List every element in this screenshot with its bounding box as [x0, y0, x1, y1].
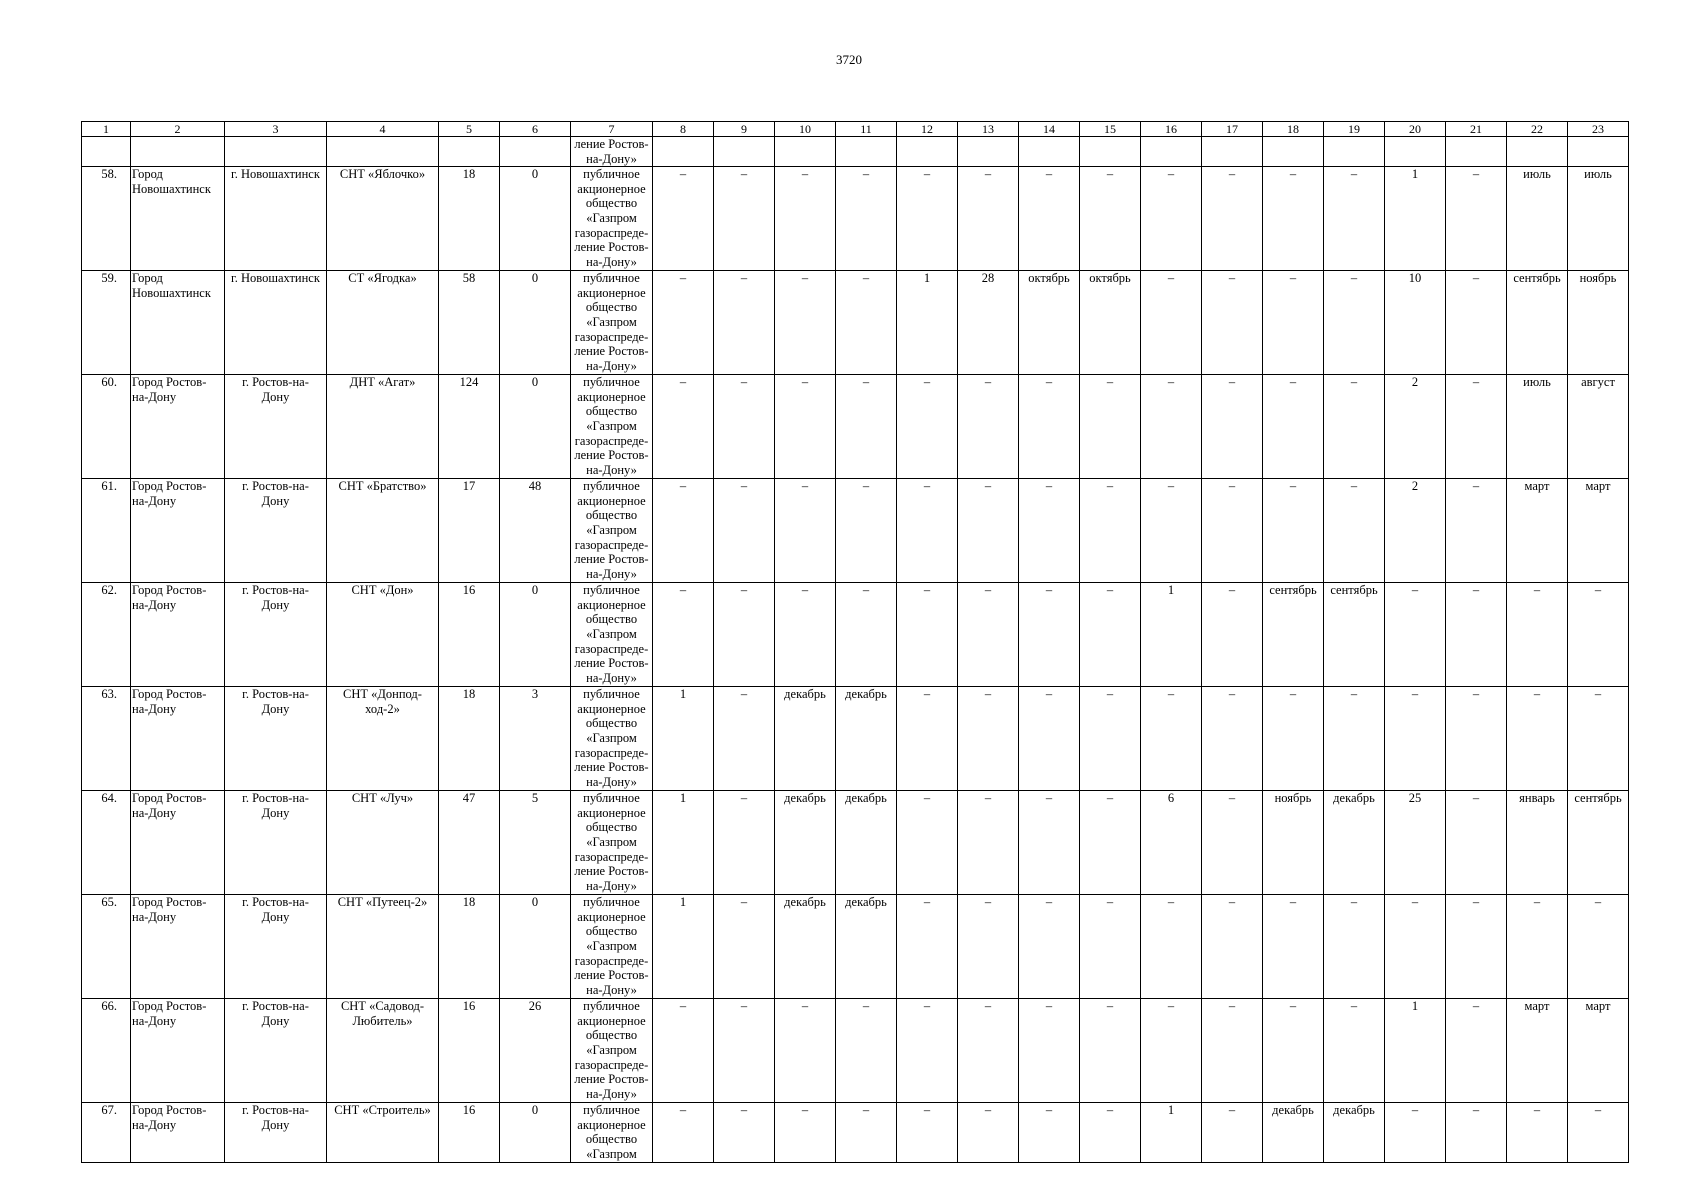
header-cell: 8	[653, 122, 714, 137]
row-number: 61.	[82, 479, 131, 583]
table-cell	[327, 137, 439, 167]
region-cell: Город Ростов- на-Дону	[131, 999, 225, 1103]
table-cell: –	[836, 583, 897, 687]
table-cell: декабрь	[1324, 1103, 1385, 1162]
col6-cell: 0	[500, 1103, 571, 1162]
header-cell: 15	[1080, 122, 1141, 137]
table-cell	[775, 137, 836, 167]
col6-cell: 0	[500, 271, 571, 375]
table-cell: –	[653, 271, 714, 375]
table-cell: –	[1202, 167, 1263, 271]
table-cell: –	[1263, 895, 1324, 999]
table-cell: 1	[653, 895, 714, 999]
table-cell: –	[958, 479, 1019, 583]
col6-cell: 26	[500, 999, 571, 1103]
continuation-cell: ление Ростов- на-Дону»	[571, 137, 653, 167]
table-row	[82, 895, 1629, 999]
table-cell: –	[1202, 479, 1263, 583]
table-cell: –	[1019, 375, 1080, 479]
table-cell	[500, 137, 571, 167]
table-cell: –	[897, 167, 958, 271]
table-cell	[1385, 137, 1446, 167]
table-row	[82, 791, 1629, 895]
header-cell: 9	[714, 122, 775, 137]
table-cell: –	[897, 375, 958, 479]
table-body	[82, 122, 1629, 1163]
region-cell: Город Ростов- на-Дону	[131, 583, 225, 687]
table-cell: –	[775, 1103, 836, 1162]
table-cell: –	[714, 791, 775, 895]
table-cell: –	[1263, 687, 1324, 791]
col6-cell: 48	[500, 479, 571, 583]
table-cell	[225, 137, 327, 167]
object-name-cell: СНТ «Донпод- ход-2»	[327, 687, 439, 791]
city-cell: г. Новошахтинск	[225, 167, 327, 271]
operator-cell: публичное акционерное общество «Газпром газораспреде- ление Ростов- на-Дону»	[571, 687, 653, 791]
table-cell: –	[1080, 999, 1141, 1103]
table-cell: –	[1019, 583, 1080, 687]
header-cell: 23	[1568, 122, 1629, 137]
table-cell: –	[1263, 167, 1324, 271]
table-cell	[1080, 137, 1141, 167]
table-cell: –	[897, 791, 958, 895]
table-cell: –	[836, 271, 897, 375]
header-cell: 3	[225, 122, 327, 137]
table-cell	[82, 137, 131, 167]
table-cell: 2	[1385, 375, 1446, 479]
city-cell: г. Ростов-на- Дону	[225, 583, 327, 687]
table-cell: август	[1568, 375, 1629, 479]
header-cell: 16	[1141, 122, 1202, 137]
table-cell: октябрь	[1019, 271, 1080, 375]
table-cell: –	[1019, 1103, 1080, 1162]
row-number: 66.	[82, 999, 131, 1103]
table-cell: –	[1202, 687, 1263, 791]
table-cell: –	[1568, 583, 1629, 687]
table-cell: 10	[1385, 271, 1446, 375]
table-cell	[1507, 137, 1568, 167]
table-cell: сентябрь	[1324, 583, 1385, 687]
table-row	[82, 271, 1629, 375]
table-cell: –	[958, 167, 1019, 271]
header-cell: 12	[897, 122, 958, 137]
col6-cell: 5	[500, 791, 571, 895]
table-row	[82, 479, 1629, 583]
table-cell: –	[1324, 271, 1385, 375]
table-cell: –	[714, 375, 775, 479]
table-cell	[897, 137, 958, 167]
table-cell: –	[1446, 167, 1507, 271]
table-cell: –	[1080, 791, 1141, 895]
table-cell: –	[1019, 167, 1080, 271]
col5-cell: 47	[439, 791, 500, 895]
table-cell: –	[775, 999, 836, 1103]
operator-cell: публичное акционерное общество «Газпром газораспреде- ление Ростов- на-Дону»	[571, 791, 653, 895]
table-cell: –	[775, 583, 836, 687]
table-cell: декабрь	[775, 791, 836, 895]
table-cell: –	[836, 1103, 897, 1162]
operator-cell: публичное акционерное общество «Газпром газораспреде- ление Ростов- на-Дону»	[571, 375, 653, 479]
table-cell: сентябрь	[1568, 791, 1629, 895]
table-cell: –	[897, 479, 958, 583]
table-cell: –	[1446, 1103, 1507, 1162]
table-cell: –	[1141, 271, 1202, 375]
table-cell: –	[1080, 1103, 1141, 1162]
table-cell: –	[1263, 479, 1324, 583]
table-cell: сентябрь	[1263, 583, 1324, 687]
header-cell: 14	[1019, 122, 1080, 137]
table-cell: –	[1324, 167, 1385, 271]
header-cell: 4	[327, 122, 439, 137]
table-cell: –	[653, 583, 714, 687]
city-cell: г. Ростов-на- Дону	[225, 791, 327, 895]
region-cell: Город Ростов- на-Дону	[131, 791, 225, 895]
header-cell: 17	[1202, 122, 1263, 137]
table-cell: –	[958, 687, 1019, 791]
table-cell: –	[836, 167, 897, 271]
table-cell: –	[1019, 791, 1080, 895]
header-cell: 18	[1263, 122, 1324, 137]
header-cell: 22	[1507, 122, 1568, 137]
table-cell: –	[1446, 999, 1507, 1103]
table-cell: –	[1324, 375, 1385, 479]
table-cell	[836, 137, 897, 167]
col5-cell: 18	[439, 167, 500, 271]
table-cell: –	[1507, 1103, 1568, 1162]
table-cell: –	[1080, 167, 1141, 271]
table-cell: декабрь	[1324, 791, 1385, 895]
table-cell: –	[1568, 687, 1629, 791]
header-cell: 6	[500, 122, 571, 137]
table-cell: –	[1446, 583, 1507, 687]
table-cell: –	[1324, 895, 1385, 999]
col5-cell: 18	[439, 687, 500, 791]
table-cell: 2	[1385, 479, 1446, 583]
page-number: 3720	[836, 52, 862, 67]
table-cell	[131, 137, 225, 167]
row-number: 64.	[82, 791, 131, 895]
table-cell	[958, 137, 1019, 167]
table-cell: –	[836, 999, 897, 1103]
table-cell: –	[958, 895, 1019, 999]
table-cell: –	[714, 895, 775, 999]
table-row	[82, 1103, 1629, 1162]
table-cell: –	[775, 271, 836, 375]
table-cell	[714, 137, 775, 167]
table-cell: 1	[1385, 999, 1446, 1103]
table-cell: январь	[1507, 791, 1568, 895]
object-name-cell: СНТ «Путеец-2»	[327, 895, 439, 999]
table-cell: –	[1202, 583, 1263, 687]
table-cell: –	[958, 375, 1019, 479]
city-cell: г. Ростов-на- Дону	[225, 479, 327, 583]
row-number: 60.	[82, 375, 131, 479]
table-cell: –	[1080, 375, 1141, 479]
table-row	[82, 999, 1629, 1103]
table-cell: –	[958, 791, 1019, 895]
table-cell: –	[1385, 687, 1446, 791]
table-cell: –	[1202, 375, 1263, 479]
region-cell: Город Новошахтинск	[131, 167, 225, 271]
table-cell: –	[1080, 687, 1141, 791]
row-number: 58.	[82, 167, 131, 271]
table-cell: –	[1141, 479, 1202, 583]
table-cell: –	[897, 1103, 958, 1162]
table-cell: –	[653, 1103, 714, 1162]
table-cell: 1	[1385, 167, 1446, 271]
col6-cell: 0	[500, 167, 571, 271]
table-cell: –	[1324, 479, 1385, 583]
object-name-cell: СТ «Ягодка»	[327, 271, 439, 375]
table-cell: –	[836, 375, 897, 479]
header-cell: 1	[82, 122, 131, 137]
operator-cell: публичное акционерное общество «Газпром газораспреде- ление Ростов- на-Дону»	[571, 583, 653, 687]
table-cell: март	[1568, 479, 1629, 583]
table-cell: –	[1446, 687, 1507, 791]
header-cell: 19	[1324, 122, 1385, 137]
table-cell: –	[1507, 895, 1568, 999]
row-number: 59.	[82, 271, 131, 375]
table-cell	[1446, 137, 1507, 167]
table-cell: –	[775, 375, 836, 479]
region-cell: Город Ростов- на-Дону	[131, 375, 225, 479]
table-cell: –	[653, 167, 714, 271]
row-number: 62.	[82, 583, 131, 687]
table-cell: декабрь	[836, 895, 897, 999]
table-cell: –	[653, 999, 714, 1103]
table-cell	[1141, 137, 1202, 167]
table-row	[82, 583, 1629, 687]
table-cell: –	[836, 479, 897, 583]
table-cell: –	[897, 687, 958, 791]
table-cell: –	[1507, 687, 1568, 791]
table-cell: –	[1141, 895, 1202, 999]
table-cell: –	[714, 479, 775, 583]
table-cell: –	[714, 1103, 775, 1162]
table-cell: –	[1446, 375, 1507, 479]
table-cell: июль	[1507, 375, 1568, 479]
header-cell: 11	[836, 122, 897, 137]
row-number: 63.	[82, 687, 131, 791]
table-cell: –	[653, 479, 714, 583]
operator-cell: публичное акционерное общество «Газпром газораспреде- ление Ростов- на-Дону»	[571, 271, 653, 375]
city-cell: г. Новошахтинск	[225, 271, 327, 375]
table-cell: –	[1263, 375, 1324, 479]
col5-cell: 16	[439, 583, 500, 687]
table-row	[82, 375, 1629, 479]
table-cell: –	[1141, 687, 1202, 791]
col5-cell: 124	[439, 375, 500, 479]
table-cell: –	[1202, 895, 1263, 999]
operator-cell: публичное акционерное общество «Газпром газораспреде- ление Ростов- на-Дону»	[571, 167, 653, 271]
region-cell: Город Ростов- на-Дону	[131, 479, 225, 583]
table-cell: декабрь	[775, 687, 836, 791]
col6-cell: 3	[500, 687, 571, 791]
table-cell	[1324, 137, 1385, 167]
table-cell: декабрь	[1263, 1103, 1324, 1162]
table-cell: –	[1202, 271, 1263, 375]
table-cell: –	[1202, 1103, 1263, 1162]
header-cell: 5	[439, 122, 500, 137]
region-cell: Город Ростов- на-Дону	[131, 687, 225, 791]
operator-cell: публичное акционерное общество «Газпром газораспреде- ление Ростов- на-Дону»	[571, 479, 653, 583]
table-cell: –	[1446, 479, 1507, 583]
region-cell: Город Ростов- на-Дону	[131, 895, 225, 999]
table-cell: 28	[958, 271, 1019, 375]
table-cell: –	[1324, 999, 1385, 1103]
object-name-cell: СНТ «Братство»	[327, 479, 439, 583]
table-cell: –	[1568, 895, 1629, 999]
table-cell: 25	[1385, 791, 1446, 895]
table-cell	[1202, 137, 1263, 167]
table-cell: –	[1019, 479, 1080, 583]
table-cell: –	[1141, 167, 1202, 271]
table-cell: –	[958, 999, 1019, 1103]
table-cell: ноябрь	[1263, 791, 1324, 895]
table-cell: –	[714, 687, 775, 791]
table-cell: декабрь	[836, 687, 897, 791]
table-cell: –	[897, 895, 958, 999]
table-cell: –	[897, 999, 958, 1103]
header-cell: 7	[571, 122, 653, 137]
table-cell: –	[1080, 895, 1141, 999]
col6-cell: 0	[500, 375, 571, 479]
table-cell: 1	[1141, 1103, 1202, 1162]
table-cell: 6	[1141, 791, 1202, 895]
table-cell: –	[1019, 999, 1080, 1103]
table-row	[82, 167, 1629, 271]
object-name-cell: СНТ «Дон»	[327, 583, 439, 687]
table-cell: –	[1019, 687, 1080, 791]
table-cell: 1	[897, 271, 958, 375]
table-cell: октябрь	[1080, 271, 1141, 375]
table-cell: декабрь	[836, 791, 897, 895]
table-cell: –	[714, 999, 775, 1103]
table-cell: –	[1202, 999, 1263, 1103]
city-cell: г. Ростов-на- Дону	[225, 1103, 327, 1162]
table-cell: март	[1507, 479, 1568, 583]
table-cell: 1	[653, 687, 714, 791]
table-cell: –	[1568, 1103, 1629, 1162]
operator-cell: публичное акционерное общество «Газпром газораспреде- ление Ростов- на-Дону»	[571, 895, 653, 999]
header-row	[82, 122, 1629, 137]
operator-cell: публичное акционерное общество «Газпром	[571, 1103, 653, 1162]
col5-cell: 58	[439, 271, 500, 375]
table-cell: июль	[1507, 167, 1568, 271]
col5-cell: 16	[439, 999, 500, 1103]
header-cell: 2	[131, 122, 225, 137]
table-cell: –	[1507, 583, 1568, 687]
table-cell: –	[1385, 583, 1446, 687]
table-cell: март	[1568, 999, 1629, 1103]
table-cell: –	[1324, 687, 1385, 791]
table-cell: –	[775, 479, 836, 583]
row-number: 67.	[82, 1103, 131, 1162]
data-table	[81, 121, 1629, 1163]
table-cell: декабрь	[775, 895, 836, 999]
table-cell: –	[1080, 583, 1141, 687]
table-cell: март	[1507, 999, 1568, 1103]
table-cell: –	[1019, 895, 1080, 999]
header-cell: 13	[958, 122, 1019, 137]
table-cell: –	[714, 271, 775, 375]
header-cell: 20	[1385, 122, 1446, 137]
table-cell: –	[1263, 271, 1324, 375]
object-name-cell: СНТ «Садовод- Любитель»	[327, 999, 439, 1103]
table-row	[82, 687, 1629, 791]
header-cell: 10	[775, 122, 836, 137]
object-name-cell: СНТ «Строитель»	[327, 1103, 439, 1162]
table-cell: июль	[1568, 167, 1629, 271]
table-cell: –	[958, 1103, 1019, 1162]
col6-cell: 0	[500, 895, 571, 999]
row-number: 65.	[82, 895, 131, 999]
table-cell: –	[1202, 791, 1263, 895]
table-cell: –	[1263, 999, 1324, 1103]
operator-cell: публичное акционерное общество «Газпром газораспреде- ление Ростов- на-Дону»	[571, 999, 653, 1103]
city-cell: г. Ростов-на- Дону	[225, 687, 327, 791]
region-cell: Город Новошахтинск	[131, 271, 225, 375]
region-cell: Город Ростов- на-Дону	[131, 1103, 225, 1162]
table-cell: –	[1141, 999, 1202, 1103]
table-cell: –	[653, 375, 714, 479]
table-cell: ноябрь	[1568, 271, 1629, 375]
table-cell: –	[1141, 375, 1202, 479]
table-cell: –	[714, 583, 775, 687]
col5-cell: 18	[439, 895, 500, 999]
continuation-row	[82, 137, 1629, 167]
object-name-cell: СНТ «Яблочко»	[327, 167, 439, 271]
city-cell: г. Ростов-на- Дону	[225, 895, 327, 999]
table-cell: 1	[653, 791, 714, 895]
table-cell: –	[1446, 271, 1507, 375]
header-cell: 21	[1446, 122, 1507, 137]
city-cell: г. Ростов-на- Дону	[225, 999, 327, 1103]
object-name-cell: ДНТ «Агат»	[327, 375, 439, 479]
table-cell: сентябрь	[1507, 271, 1568, 375]
table-cell: 1	[1141, 583, 1202, 687]
table-cell	[653, 137, 714, 167]
table-cell: –	[897, 583, 958, 687]
table-cell	[1019, 137, 1080, 167]
col5-cell: 16	[439, 1103, 500, 1162]
object-name-cell: СНТ «Луч»	[327, 791, 439, 895]
table-cell	[1263, 137, 1324, 167]
table-cell: –	[775, 167, 836, 271]
table-cell: –	[1385, 1103, 1446, 1162]
city-cell: г. Ростов-на- Дону	[225, 375, 327, 479]
table-cell	[439, 137, 500, 167]
col5-cell: 17	[439, 479, 500, 583]
table-cell	[1568, 137, 1629, 167]
table-cell: –	[958, 583, 1019, 687]
table-cell: –	[1080, 479, 1141, 583]
col6-cell: 0	[500, 583, 571, 687]
table-cell: –	[714, 167, 775, 271]
table-cell: –	[1385, 895, 1446, 999]
table-cell: –	[1446, 791, 1507, 895]
table-cell: –	[1446, 895, 1507, 999]
